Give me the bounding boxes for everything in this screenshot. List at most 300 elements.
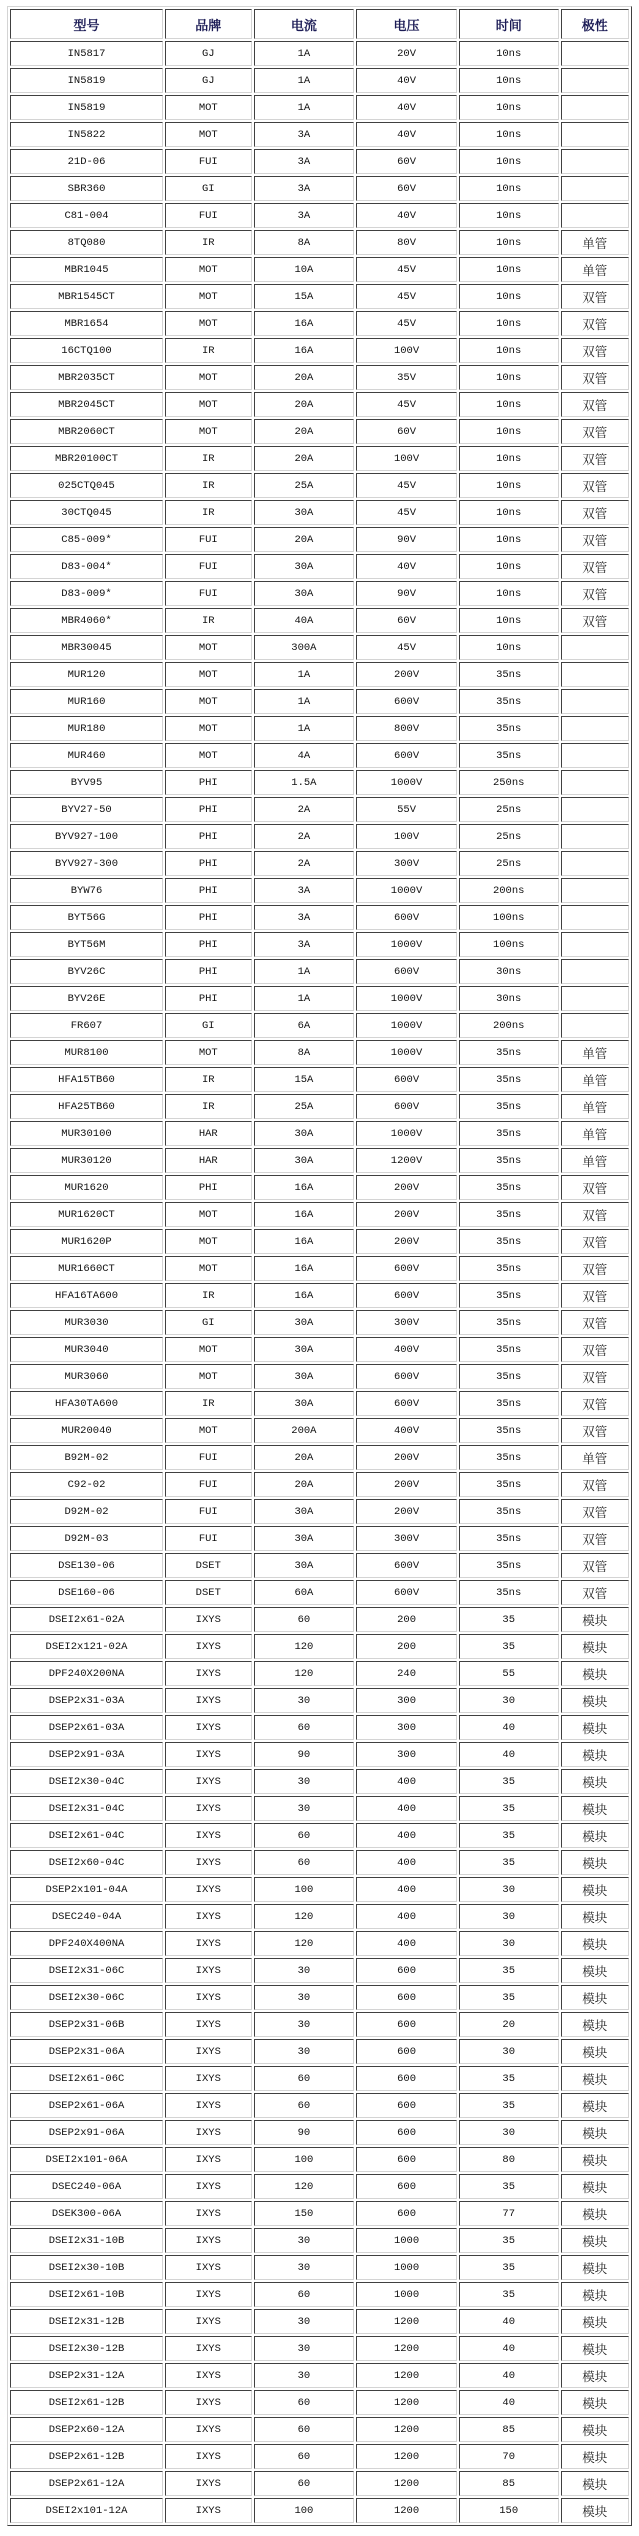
cell-model: DSEP2x61-06A bbox=[10, 2093, 163, 2118]
table-row bbox=[10, 1067, 629, 1092]
cell-model: MUR3030 bbox=[10, 1310, 163, 1335]
cell-voltage: 200V bbox=[356, 1229, 457, 1254]
cell-brand: IXYS bbox=[165, 2498, 252, 2523]
cell-brand: FUI bbox=[165, 1499, 252, 1524]
cell-brand: MOT bbox=[165, 1364, 252, 1389]
table-row bbox=[10, 2282, 629, 2307]
table-row bbox=[10, 1040, 629, 1065]
cell-brand: IXYS bbox=[165, 2417, 252, 2442]
cell-model: DSEI2x30-04C bbox=[10, 1769, 163, 1794]
cell-polarity bbox=[561, 986, 629, 1011]
cell-time: 35 bbox=[459, 2174, 559, 2199]
cell-time: 35 bbox=[459, 1850, 559, 1875]
cell-voltage: 1000V bbox=[356, 932, 457, 957]
cell-polarity: 模块 bbox=[561, 1715, 629, 1740]
cell-polarity: 模块 bbox=[561, 1931, 629, 1956]
cell-time: 40 bbox=[459, 2390, 559, 2415]
cell-time: 35ns bbox=[459, 1148, 559, 1173]
cell-voltage: 600V bbox=[356, 959, 457, 984]
cell-polarity bbox=[561, 932, 629, 957]
cell-brand: MOT bbox=[165, 122, 252, 147]
cell-voltage: 100V bbox=[356, 446, 457, 471]
table-row bbox=[10, 2471, 629, 2496]
table-row bbox=[10, 2039, 629, 2064]
cell-brand: MOT bbox=[165, 689, 252, 714]
cell-polarity: 双管 bbox=[561, 311, 629, 336]
cell-time: 25ns bbox=[459, 824, 559, 849]
table-row bbox=[10, 2147, 629, 2172]
cell-voltage: 600V bbox=[356, 1283, 457, 1308]
table-row bbox=[10, 797, 629, 822]
table-row bbox=[10, 2390, 629, 2415]
table-row bbox=[10, 1283, 629, 1308]
cell-polarity: 双管 bbox=[561, 1364, 629, 1389]
cell-model: MUR3040 bbox=[10, 1337, 163, 1362]
cell-voltage: 600 bbox=[356, 2093, 457, 2118]
cell-model: DSEI2x30-10B bbox=[10, 2255, 163, 2280]
cell-voltage: 600 bbox=[356, 2201, 457, 2226]
cell-time: 10ns bbox=[459, 95, 559, 120]
cell-polarity: 模块 bbox=[561, 2471, 629, 2496]
cell-time: 30 bbox=[459, 1931, 559, 1956]
cell-current: 1A bbox=[254, 95, 355, 120]
cell-model: D92M-02 bbox=[10, 1499, 163, 1524]
cell-voltage: 40V bbox=[356, 95, 457, 120]
cell-time: 10ns bbox=[459, 257, 559, 282]
cell-polarity: 模块 bbox=[561, 1688, 629, 1713]
cell-brand: PHI bbox=[165, 851, 252, 876]
cell-voltage: 60V bbox=[356, 176, 457, 201]
table-row bbox=[10, 1094, 629, 1119]
cell-polarity: 双管 bbox=[561, 1418, 629, 1443]
cell-time: 35 bbox=[459, 2255, 559, 2280]
cell-time: 10ns bbox=[459, 473, 559, 498]
cell-brand: IXYS bbox=[165, 1958, 252, 1983]
table-row bbox=[10, 1175, 629, 1200]
cell-brand: IXYS bbox=[165, 1715, 252, 1740]
cell-time: 10ns bbox=[459, 122, 559, 147]
cell-time: 10ns bbox=[459, 284, 559, 309]
cell-time: 35 bbox=[459, 2282, 559, 2307]
cell-time: 25ns bbox=[459, 851, 559, 876]
cell-polarity bbox=[561, 770, 629, 795]
cell-brand: PHI bbox=[165, 878, 252, 903]
cell-time: 20 bbox=[459, 2012, 559, 2037]
cell-brand: IXYS bbox=[165, 2147, 252, 2172]
cell-brand: IXYS bbox=[165, 2282, 252, 2307]
table-row bbox=[10, 2417, 629, 2442]
cell-brand: IXYS bbox=[165, 2390, 252, 2415]
cell-time: 35ns bbox=[459, 743, 559, 768]
cell-voltage: 400 bbox=[356, 1850, 457, 1875]
cell-polarity: 模块 bbox=[561, 1661, 629, 1686]
cell-time: 150 bbox=[459, 2498, 559, 2523]
cell-current: 30 bbox=[254, 1688, 355, 1713]
cell-time: 35ns bbox=[459, 1337, 559, 1362]
cell-brand: PHI bbox=[165, 1175, 252, 1200]
cell-voltage: 300V bbox=[356, 851, 457, 876]
cell-current: 8A bbox=[254, 230, 355, 255]
cell-current: 3A bbox=[254, 905, 355, 930]
cell-polarity: 双管 bbox=[561, 527, 629, 552]
cell-model: C85-009* bbox=[10, 527, 163, 552]
table-row bbox=[10, 2363, 629, 2388]
cell-brand: MOT bbox=[165, 1337, 252, 1362]
cell-brand: IXYS bbox=[165, 2228, 252, 2253]
cell-polarity: 双管 bbox=[561, 1229, 629, 1254]
cell-voltage: 600 bbox=[356, 2174, 457, 2199]
cell-model: IN5817 bbox=[10, 41, 163, 66]
cell-time: 85 bbox=[459, 2417, 559, 2442]
table-row bbox=[10, 176, 629, 201]
cell-time: 35ns bbox=[459, 1310, 559, 1335]
cell-polarity bbox=[561, 176, 629, 201]
cell-model: BYT56G bbox=[10, 905, 163, 930]
cell-current: 3A bbox=[254, 149, 355, 174]
cell-polarity: 双管 bbox=[561, 419, 629, 444]
cell-time: 35ns bbox=[459, 1175, 559, 1200]
cell-model: IN5819 bbox=[10, 68, 163, 93]
table-row bbox=[10, 1931, 629, 1956]
cell-time: 30ns bbox=[459, 986, 559, 1011]
cell-current: 2A bbox=[254, 797, 355, 822]
cell-voltage: 200 bbox=[356, 1634, 457, 1659]
cell-voltage: 300 bbox=[356, 1715, 457, 1740]
cell-polarity: 模块 bbox=[561, 2147, 629, 2172]
cell-model: BYV927-300 bbox=[10, 851, 163, 876]
cell-voltage: 1000 bbox=[356, 2282, 457, 2307]
cell-model: DSEI2x61-10B bbox=[10, 2282, 163, 2307]
cell-voltage: 600 bbox=[356, 2147, 457, 2172]
cell-current: 25A bbox=[254, 1094, 355, 1119]
cell-time: 55 bbox=[459, 1661, 559, 1686]
cell-current: 120 bbox=[254, 1634, 355, 1659]
cell-model: BYW76 bbox=[10, 878, 163, 903]
table-row bbox=[10, 1985, 629, 2010]
cell-polarity: 模块 bbox=[561, 1877, 629, 1902]
cell-model: DSEI2x61-12B bbox=[10, 2390, 163, 2415]
cell-time: 80 bbox=[459, 2147, 559, 2172]
cell-current: 40A bbox=[254, 608, 355, 633]
table-row bbox=[10, 932, 629, 957]
diode-spec-table-container bbox=[7, 6, 632, 2526]
cell-polarity: 双管 bbox=[561, 1472, 629, 1497]
cell-brand: FUI bbox=[165, 203, 252, 228]
cell-model: DSEP2x60-12A bbox=[10, 2417, 163, 2442]
cell-current: 1A bbox=[254, 689, 355, 714]
cell-polarity: 模块 bbox=[561, 1607, 629, 1632]
cell-brand: FUI bbox=[165, 1445, 252, 1470]
table-row bbox=[10, 635, 629, 660]
table-row bbox=[10, 1904, 629, 1929]
cell-polarity: 双管 bbox=[561, 1283, 629, 1308]
cell-model: BYV927-100 bbox=[10, 824, 163, 849]
cell-model: MBR2035CT bbox=[10, 365, 163, 390]
cell-time: 100ns bbox=[459, 905, 559, 930]
table-row bbox=[10, 905, 629, 930]
cell-brand: MOT bbox=[165, 95, 252, 120]
cell-polarity: 模块 bbox=[561, 2498, 629, 2523]
cell-time: 35ns bbox=[459, 1499, 559, 1524]
cell-current: 20A bbox=[254, 1445, 355, 1470]
cell-brand: IR bbox=[165, 473, 252, 498]
cell-voltage: 600V bbox=[356, 1553, 457, 1578]
table-row bbox=[10, 1256, 629, 1281]
table-row bbox=[10, 1607, 629, 1632]
cell-current: 6A bbox=[254, 1013, 355, 1038]
cell-model: DSEI2x61-02A bbox=[10, 1607, 163, 1632]
cell-model: DSEI2x30-12B bbox=[10, 2336, 163, 2361]
cell-time: 35ns bbox=[459, 1526, 559, 1551]
cell-polarity: 双管 bbox=[561, 365, 629, 390]
table-row bbox=[10, 41, 629, 66]
cell-model: C81-004 bbox=[10, 203, 163, 228]
cell-voltage: 600V bbox=[356, 1580, 457, 1605]
cell-time: 35ns bbox=[459, 1094, 559, 1119]
cell-model: DSEC240-04A bbox=[10, 1904, 163, 1929]
cell-polarity: 模块 bbox=[561, 2363, 629, 2388]
cell-time: 10ns bbox=[459, 230, 559, 255]
cell-brand: IXYS bbox=[165, 2363, 252, 2388]
table-row bbox=[10, 284, 629, 309]
cell-time: 10ns bbox=[459, 68, 559, 93]
table-row bbox=[10, 68, 629, 93]
cell-polarity: 单管 bbox=[561, 1067, 629, 1092]
cell-brand: FUI bbox=[165, 149, 252, 174]
cell-brand: MOT bbox=[165, 716, 252, 741]
cell-current: 30A bbox=[254, 1310, 355, 1335]
cell-current: 30 bbox=[254, 2363, 355, 2388]
cell-brand: PHI bbox=[165, 986, 252, 1011]
cell-model: HFA30TA600 bbox=[10, 1391, 163, 1416]
cell-voltage: 300 bbox=[356, 1688, 457, 1713]
cell-model: MUR1660CT bbox=[10, 1256, 163, 1281]
table-row bbox=[10, 1526, 629, 1551]
cell-voltage: 400 bbox=[356, 1769, 457, 1794]
cell-brand: IR bbox=[165, 1094, 252, 1119]
cell-model: 8TQ080 bbox=[10, 230, 163, 255]
cell-voltage: 200V bbox=[356, 1202, 457, 1227]
cell-voltage: 1200 bbox=[356, 2444, 457, 2469]
cell-polarity: 模块 bbox=[561, 1985, 629, 2010]
cell-current: 16A bbox=[254, 1256, 355, 1281]
table-row bbox=[10, 689, 629, 714]
cell-time: 35 bbox=[459, 1985, 559, 2010]
cell-polarity: 单管 bbox=[561, 230, 629, 255]
cell-model: MUR8100 bbox=[10, 1040, 163, 1065]
cell-voltage: 200V bbox=[356, 1472, 457, 1497]
cell-current: 60 bbox=[254, 2444, 355, 2469]
cell-voltage: 200V bbox=[356, 1445, 457, 1470]
cell-voltage: 45V bbox=[356, 635, 457, 660]
cell-polarity bbox=[561, 149, 629, 174]
cell-time: 30 bbox=[459, 1877, 559, 1902]
cell-brand: IR bbox=[165, 1391, 252, 1416]
cell-time: 77 bbox=[459, 2201, 559, 2226]
cell-model: DSEI2x121-02A bbox=[10, 1634, 163, 1659]
cell-time: 35 bbox=[459, 1823, 559, 1848]
cell-polarity: 双管 bbox=[561, 554, 629, 579]
cell-time: 10ns bbox=[459, 338, 559, 363]
table-row bbox=[10, 1877, 629, 1902]
cell-brand: IXYS bbox=[165, 1823, 252, 1848]
cell-voltage: 1000 bbox=[356, 2228, 457, 2253]
table-row bbox=[10, 1472, 629, 1497]
cell-voltage: 45V bbox=[356, 311, 457, 336]
cell-voltage: 600V bbox=[356, 1364, 457, 1389]
cell-current: 20A bbox=[254, 365, 355, 390]
cell-time: 30 bbox=[459, 1688, 559, 1713]
cell-polarity: 双管 bbox=[561, 1499, 629, 1524]
cell-current: 60 bbox=[254, 1850, 355, 1875]
table-row bbox=[10, 1823, 629, 1848]
cell-current: 30 bbox=[254, 2255, 355, 2280]
cell-brand: IR bbox=[165, 1067, 252, 1092]
cell-brand: PHI bbox=[165, 932, 252, 957]
cell-current: 30 bbox=[254, 2336, 355, 2361]
table-row bbox=[10, 257, 629, 282]
cell-time: 35ns bbox=[459, 1067, 559, 1092]
cell-polarity: 模块 bbox=[561, 2120, 629, 2145]
cell-time: 10ns bbox=[459, 203, 559, 228]
cell-polarity bbox=[561, 203, 629, 228]
cell-voltage: 600V bbox=[356, 1256, 457, 1281]
cell-polarity: 双管 bbox=[561, 1202, 629, 1227]
cell-model: DSEI2x31-12B bbox=[10, 2309, 163, 2334]
header-row bbox=[10, 9, 629, 39]
table-row bbox=[10, 608, 629, 633]
cell-time: 10ns bbox=[459, 41, 559, 66]
cell-model: DSEI2x101-12A bbox=[10, 2498, 163, 2523]
table-row bbox=[10, 2255, 629, 2280]
cell-polarity: 双管 bbox=[561, 608, 629, 633]
cell-current: 2A bbox=[254, 851, 355, 876]
cell-model: DPF240X200NA bbox=[10, 1661, 163, 1686]
cell-voltage: 600V bbox=[356, 689, 457, 714]
cell-polarity: 模块 bbox=[561, 2066, 629, 2091]
cell-polarity: 模块 bbox=[561, 1823, 629, 1848]
cell-model: MBR2060CT bbox=[10, 419, 163, 444]
cell-current: 30A bbox=[254, 1553, 355, 1578]
cell-voltage: 200V bbox=[356, 662, 457, 687]
cell-current: 30A bbox=[254, 1391, 355, 1416]
table-row bbox=[10, 2174, 629, 2199]
cell-voltage: 1200 bbox=[356, 2363, 457, 2388]
cell-voltage: 100V bbox=[356, 824, 457, 849]
cell-polarity: 模块 bbox=[561, 1796, 629, 1821]
cell-time: 40 bbox=[459, 2309, 559, 2334]
cell-model: MUR460 bbox=[10, 743, 163, 768]
cell-model: DSE130-06 bbox=[10, 1553, 163, 1578]
cell-model: DSEI2x61-04C bbox=[10, 1823, 163, 1848]
cell-current: 30A bbox=[254, 554, 355, 579]
table-row bbox=[10, 1337, 629, 1362]
table-row bbox=[10, 2498, 629, 2523]
cell-polarity: 模块 bbox=[561, 1958, 629, 1983]
table-row bbox=[10, 1742, 629, 1767]
cell-brand: HAR bbox=[165, 1121, 252, 1146]
cell-model: 16CTQ100 bbox=[10, 338, 163, 363]
cell-polarity bbox=[561, 1013, 629, 1038]
cell-current: 30 bbox=[254, 2012, 355, 2037]
cell-brand: MOT bbox=[165, 365, 252, 390]
cell-current: 60 bbox=[254, 1607, 355, 1632]
cell-model: DSEI2x31-06C bbox=[10, 1958, 163, 1983]
cell-model: DSEI2x101-06A bbox=[10, 2147, 163, 2172]
cell-current: 30 bbox=[254, 2309, 355, 2334]
cell-voltage: 40V bbox=[356, 203, 457, 228]
cell-brand: IXYS bbox=[165, 1742, 252, 1767]
cell-voltage: 400V bbox=[356, 1337, 457, 1362]
cell-model: MUR20040 bbox=[10, 1418, 163, 1443]
cell-voltage: 1000V bbox=[356, 770, 457, 795]
cell-brand: FUI bbox=[165, 1526, 252, 1551]
cell-polarity bbox=[561, 662, 629, 687]
cell-current: 30 bbox=[254, 1985, 355, 2010]
cell-current: 60 bbox=[254, 2093, 355, 2118]
cell-model: MUR30100 bbox=[10, 1121, 163, 1146]
cell-current: 30A bbox=[254, 500, 355, 525]
cell-time: 35ns bbox=[459, 1202, 559, 1227]
cell-brand: FUI bbox=[165, 527, 252, 552]
cell-current: 1A bbox=[254, 959, 355, 984]
cell-voltage: 80V bbox=[356, 230, 457, 255]
cell-model: MUR1620 bbox=[10, 1175, 163, 1200]
cell-model: DSEI2x61-06C bbox=[10, 2066, 163, 2091]
cell-current: 16A bbox=[254, 338, 355, 363]
cell-voltage: 100V bbox=[356, 338, 457, 363]
cell-voltage: 40V bbox=[356, 68, 457, 93]
cell-polarity: 双管 bbox=[561, 1553, 629, 1578]
cell-voltage: 400 bbox=[356, 1904, 457, 1929]
cell-current: 16A bbox=[254, 1229, 355, 1254]
cell-polarity: 单管 bbox=[561, 1094, 629, 1119]
cell-model: DPF240X400NA bbox=[10, 1931, 163, 1956]
cell-current: 4A bbox=[254, 743, 355, 768]
cell-model: BYV95 bbox=[10, 770, 163, 795]
cell-brand: DSET bbox=[165, 1580, 252, 1605]
cell-model: DSEP2x31-06B bbox=[10, 2012, 163, 2037]
cell-model: DSEP2x61-12B bbox=[10, 2444, 163, 2469]
table-row bbox=[10, 338, 629, 363]
cell-brand: GI bbox=[165, 1013, 252, 1038]
cell-voltage: 600V bbox=[356, 1067, 457, 1092]
cell-voltage: 400 bbox=[356, 1823, 457, 1848]
cell-current: 30A bbox=[254, 1364, 355, 1389]
cell-model: D83-009* bbox=[10, 581, 163, 606]
cell-voltage: 400 bbox=[356, 1877, 457, 1902]
cell-polarity: 双管 bbox=[561, 338, 629, 363]
cell-time: 30 bbox=[459, 2039, 559, 2064]
cell-current: 16A bbox=[254, 311, 355, 336]
cell-time: 200ns bbox=[459, 1013, 559, 1038]
cell-polarity: 双管 bbox=[561, 581, 629, 606]
table-row bbox=[10, 1553, 629, 1578]
cell-time: 35 bbox=[459, 1769, 559, 1794]
cell-polarity: 双管 bbox=[561, 1580, 629, 1605]
cell-voltage: 1000V bbox=[356, 986, 457, 1011]
cell-time: 35ns bbox=[459, 1256, 559, 1281]
cell-polarity: 双管 bbox=[561, 1310, 629, 1335]
cell-polarity: 模块 bbox=[561, 2390, 629, 2415]
cell-brand: IXYS bbox=[165, 2120, 252, 2145]
cell-voltage: 600 bbox=[356, 2012, 457, 2037]
cell-brand: IR bbox=[165, 1283, 252, 1308]
cell-model: MBR2045CT bbox=[10, 392, 163, 417]
cell-voltage: 1200 bbox=[356, 2336, 457, 2361]
cell-current: 30A bbox=[254, 1526, 355, 1551]
cell-voltage: 1200 bbox=[356, 2390, 457, 2415]
